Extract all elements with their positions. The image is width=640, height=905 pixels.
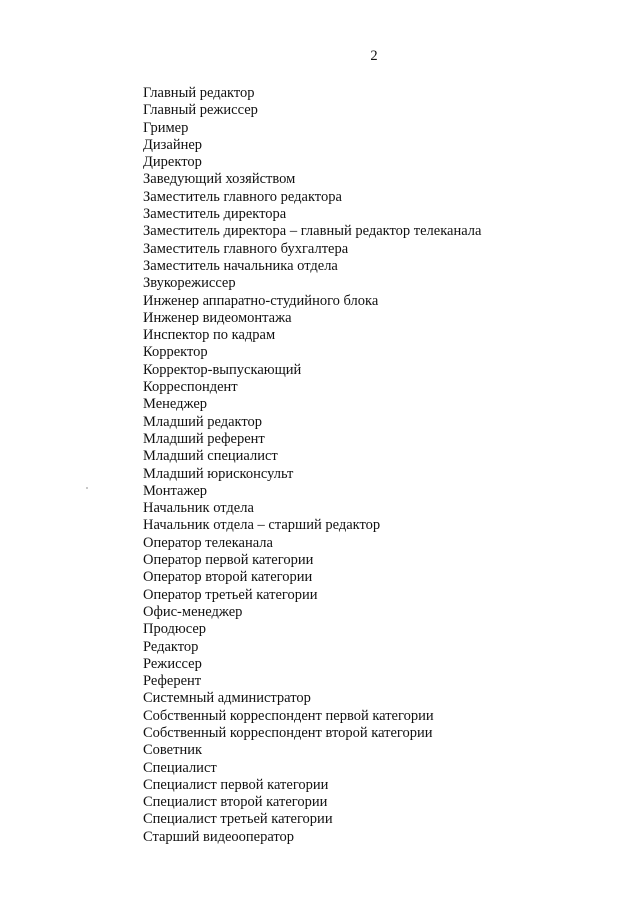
list-item: Старший видеооператор: [143, 828, 295, 845]
page-number: 2: [370, 48, 378, 64]
list-item: Главный редактор: [143, 85, 255, 101]
list-item: Заместитель директора – главный редактор телеканала: [143, 223, 482, 240]
list-item: Инженер видеомонтажа: [143, 309, 292, 326]
list-item: Инспектор по кадрам: [143, 327, 276, 344]
list-item: Собственный корреспондент второй категории: [143, 724, 433, 741]
list-item: Начальник отдела: [143, 500, 254, 517]
list-item: Корреспондент: [143, 379, 238, 396]
list-item: Заместитель главного бухгалтера: [143, 240, 349, 257]
list-item: Референт: [143, 673, 202, 690]
list-item: Корректор-выпускающий: [143, 361, 302, 378]
list-item: Специалист: [143, 759, 217, 776]
list-item: Оператор телеканала: [143, 534, 273, 551]
list-item: Режиссер: [143, 655, 202, 672]
list-item: Специалист второй категории: [143, 794, 328, 811]
list-item: Дизайнер: [143, 136, 203, 153]
list-item: Специалист третьей категории: [143, 811, 333, 828]
list-item: Офис-менеджер: [143, 603, 243, 620]
list-item: Младший референт: [143, 430, 265, 447]
list-item: Заместитель начальника отдела: [143, 257, 338, 274]
list-item: Младший специалист: [143, 448, 278, 465]
list-item: Системный администратор: [143, 690, 311, 707]
list-item: Специалист первой категории: [143, 776, 329, 793]
list-item: Оператор третьей категории: [143, 586, 318, 603]
position-list: [143, 85, 481, 846]
list-item: Менеджер: [143, 396, 208, 413]
list-item: Собственный корреспондент первой категории: [143, 707, 434, 724]
list-item: Заместитель главного редактора: [143, 188, 342, 205]
list-item: Заведующий хозяйством: [143, 171, 296, 188]
list-item: Гример: [143, 119, 189, 136]
scan-artifact-dot: [86, 487, 88, 489]
list-item: Монтажер: [143, 482, 208, 499]
list-item: Советник: [143, 742, 203, 759]
list-item: Звукорежиссер: [143, 275, 236, 292]
list-item: Оператор первой категории: [143, 552, 314, 569]
list-item: Оператор второй категории: [143, 569, 313, 586]
list-item: Младший юрисконсульт: [143, 465, 294, 482]
list-item: Младший редактор: [143, 413, 263, 430]
list-item: Начальник отдела – старший редактор: [143, 517, 381, 534]
list-item: Заместитель директора: [143, 206, 287, 223]
list-item: Корректор: [143, 344, 208, 361]
list-item: Инженер аппаратно-студийного блока: [143, 292, 379, 309]
list-item: Главный режиссер: [143, 102, 258, 119]
list-item: Продюсер: [143, 621, 207, 638]
list-item: Директор: [143, 154, 202, 171]
list-item: Редактор: [143, 638, 199, 655]
